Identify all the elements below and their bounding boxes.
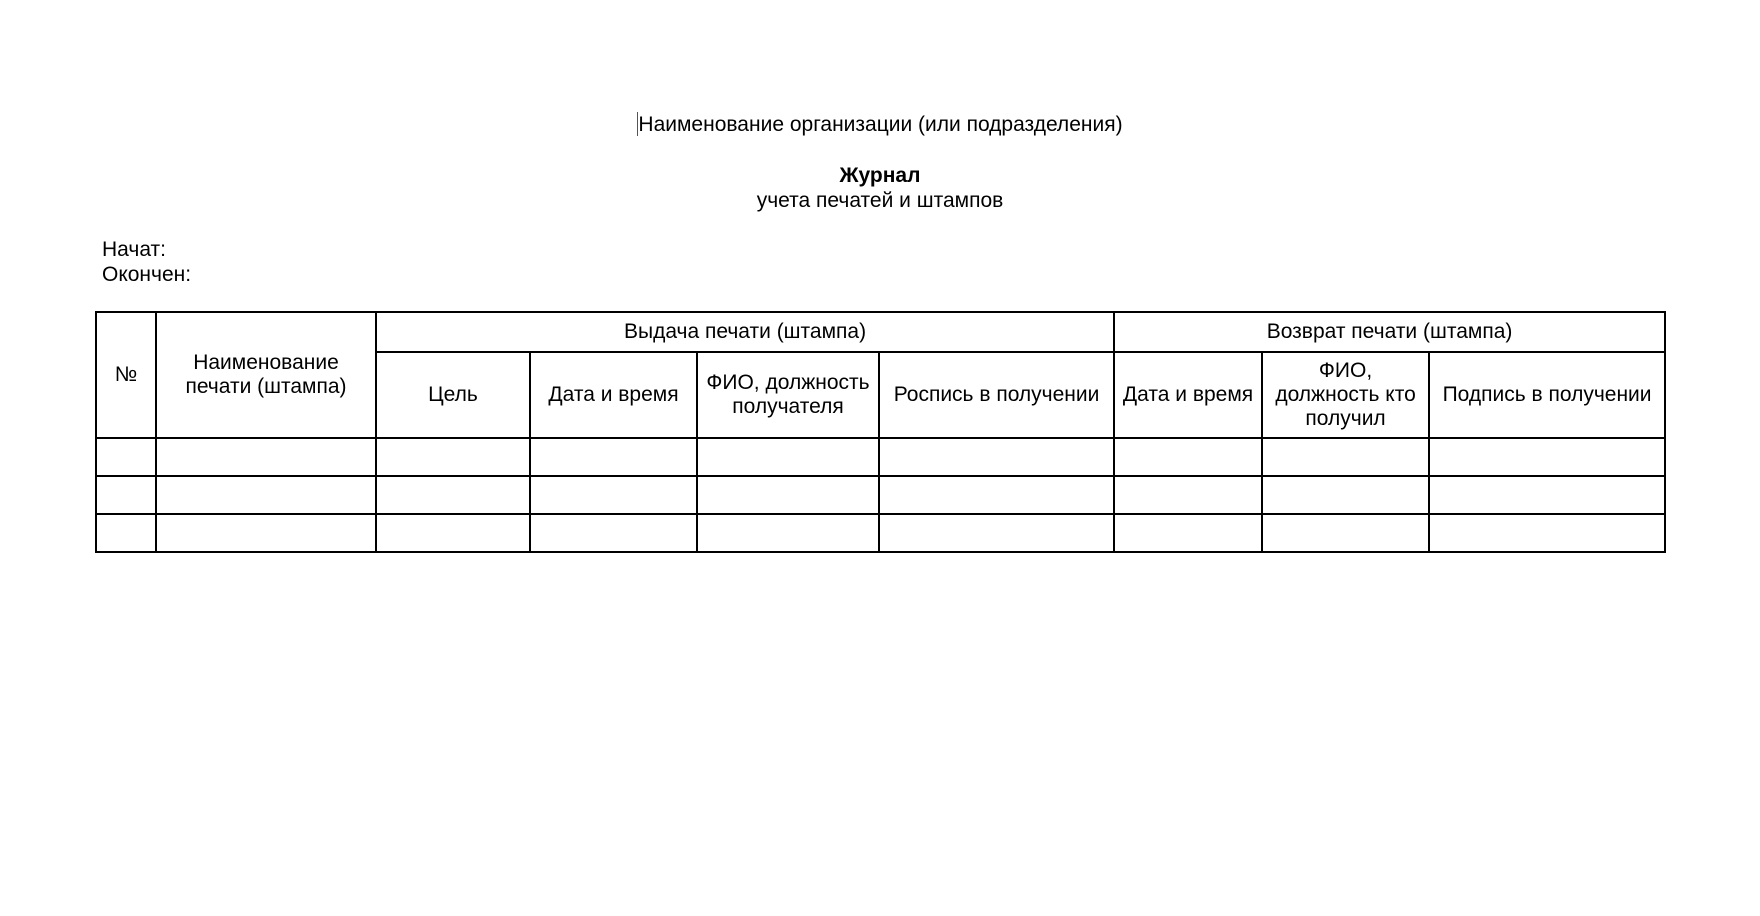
stamp-log-table — [95, 311, 1666, 553]
table-cell[interactable] — [1114, 476, 1262, 514]
table-cell[interactable] — [879, 476, 1114, 514]
table-row — [96, 514, 1665, 552]
table-cell[interactable] — [1114, 438, 1262, 476]
header-issue-purpose: Цель — [376, 352, 530, 438]
header-return-receiver: ФИО, должность кто получил — [1262, 352, 1429, 438]
table-cell[interactable] — [530, 438, 697, 476]
table-cell[interactable] — [697, 476, 879, 514]
journal-title: Журнал — [839, 164, 921, 187]
table-cell[interactable] — [376, 514, 530, 552]
header-return-datetime: Дата и время — [1114, 352, 1262, 438]
table-cell[interactable] — [530, 476, 697, 514]
table-cell[interactable] — [1262, 438, 1429, 476]
header-issue-recipient: ФИО, должность получателя — [697, 352, 879, 438]
table-cell[interactable] — [376, 438, 530, 476]
table-cell[interactable] — [1114, 514, 1262, 552]
table-cell[interactable] — [1262, 514, 1429, 552]
organization-name[interactable] — [0, 112, 1760, 138]
table-cell[interactable] — [530, 514, 697, 552]
table-cell[interactable] — [376, 476, 530, 514]
journal-subtitle: учета печатей и штампов — [756, 189, 1004, 212]
table-cell[interactable] — [96, 476, 156, 514]
table-cell[interactable] — [879, 514, 1114, 552]
table-cell[interactable] — [1429, 438, 1665, 476]
header-group-issue: Выдача печати (штампа) — [376, 312, 1114, 352]
table-cell[interactable] — [697, 438, 879, 476]
finished-label: Окончен: — [102, 263, 192, 286]
header-issue-datetime: Дата и время — [530, 352, 697, 438]
header-return-signature: Подпись в получении — [1429, 352, 1665, 438]
table-cell[interactable] — [156, 476, 376, 514]
started-label: Начат: — [102, 238, 166, 261]
header-number: № — [96, 312, 156, 438]
header-group-return: Возврат печати (штампа) — [1114, 312, 1665, 352]
table-cell[interactable] — [96, 514, 156, 552]
header-stamp-name: Наименование печати (штампа) — [156, 312, 376, 438]
table-cell[interactable] — [879, 438, 1114, 476]
table-header-row-1 — [96, 312, 1665, 352]
table-cell[interactable] — [1429, 476, 1665, 514]
table-cell[interactable] — [1262, 476, 1429, 514]
header-issue-signature: Роспись в получении — [879, 352, 1114, 438]
table-cell[interactable] — [96, 438, 156, 476]
table-row — [96, 438, 1665, 476]
organization-name-text: Наименование организации (или подразделения) — [638, 113, 1123, 136]
table-body — [96, 438, 1665, 552]
table-cell[interactable] — [156, 438, 376, 476]
table-cell[interactable] — [1429, 514, 1665, 552]
table-cell[interactable] — [697, 514, 879, 552]
table-cell[interactable] — [156, 514, 376, 552]
table-row — [96, 476, 1665, 514]
